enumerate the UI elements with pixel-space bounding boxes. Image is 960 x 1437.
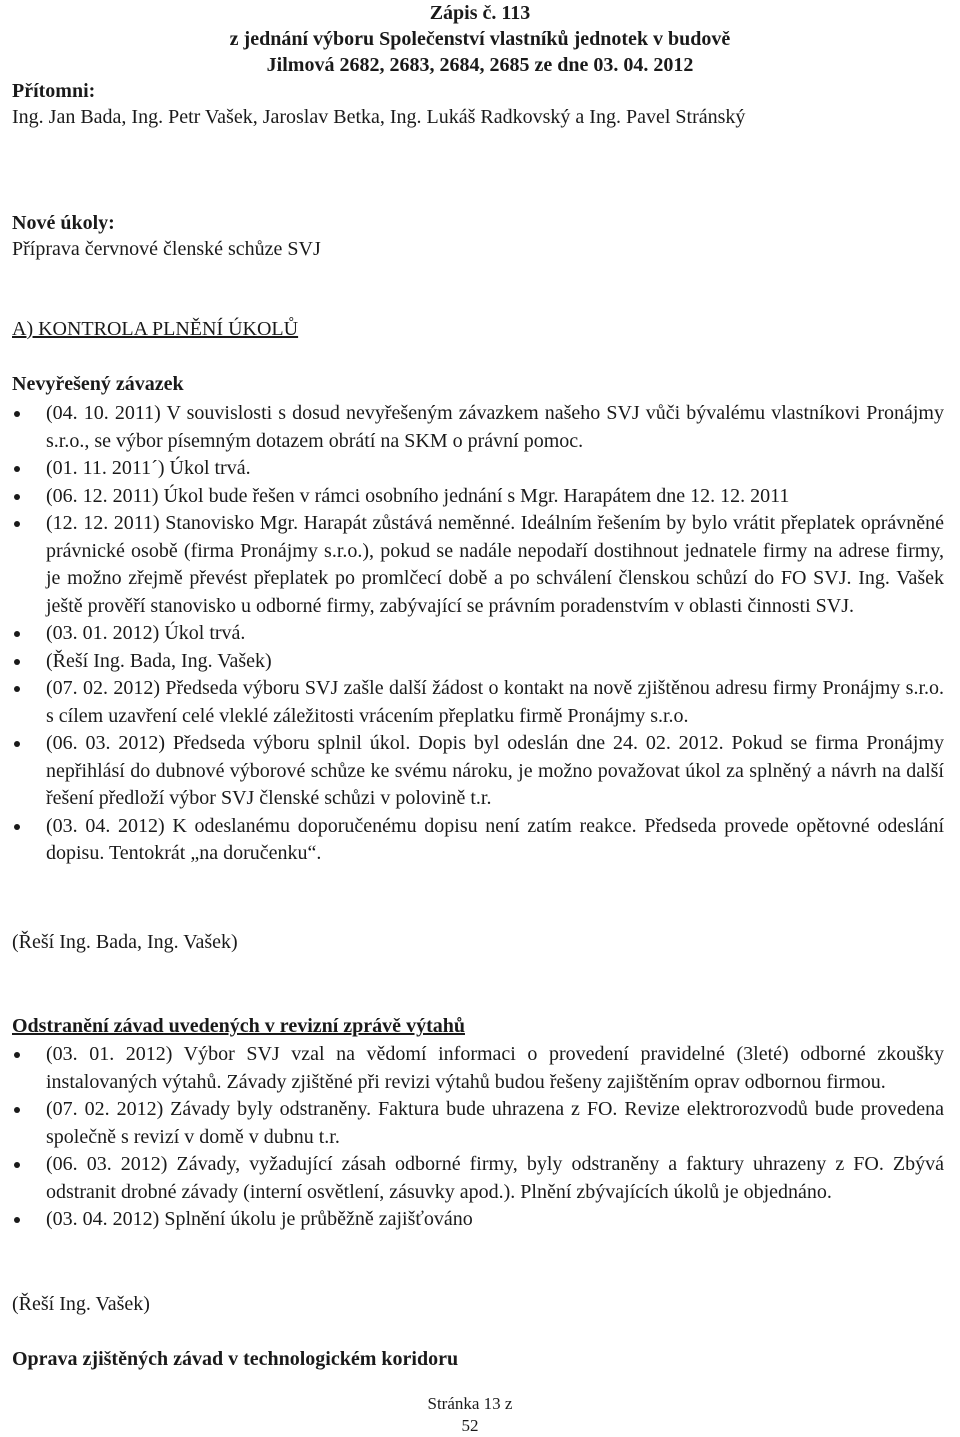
corridor-title: Oprava zjištěných závad v technologickém koridoru	[12, 1348, 459, 1370]
list-item: (01. 11. 2011´) Úkol trvá.	[0, 455, 960, 483]
list-item: (06. 12. 2011) Úkol bude řešen v rámci osobního jednání s Mgr. Harapátem dne 12. 12. 2011	[0, 483, 960, 511]
bullet-icon	[14, 494, 20, 500]
bullet-icon	[14, 1107, 20, 1113]
list-item: (03. 04. 2012) Splnění úkolu je průběžně zajišťováno	[0, 1206, 960, 1234]
new-tasks-text: Příprava červnové členské schůze SVJ	[12, 238, 321, 260]
bullet-icon	[14, 631, 20, 637]
minutes-address-date: Jilmová 2682, 2683, 2684, 2685 ze dne 03. 04. 2012	[266, 54, 694, 76]
page-footer	[0, 1393, 940, 1437]
minutes-subtitle: z jednání výboru Společenství vlastníků jednotek v budově	[229, 28, 731, 50]
present-label: Přítomni:	[12, 80, 96, 102]
list-item: (12. 12. 2011) Stanovisko Mgr. Harapát zůstává neměnné. Ideálním řešením by bylo vrátit přeplatek oprávněné právnické osobě (firma Pronájmy s.r.o.), pokud se nadále nepodaří dostihnout jednatele firmy na adrese firmy, je možno zřejmě převést přeplatek po promlčecí době a po schválení členskou schůzí do FO SVJ. Ing. Vašek ještě prověří stanovisko u odborné firmy, zabývající se právním poradenstvím v oblasti činnosti SVJ.	[0, 510, 960, 620]
list-item: (07. 02. 2012) Předseda výboru SVJ zašle další žádost o kontakt na nově zjištěnou adresu firmy Pronájmy s.r.o. s cílem uzavření celé vleklé záležitosti vrácením přeplatku firmě Pronájmy s.r.o.	[0, 675, 960, 730]
bullet-icon	[14, 521, 20, 527]
obligation-responsible: (Řeší Ing. Bada, Ing. Vašek)	[12, 931, 238, 953]
bullet-icon	[14, 659, 20, 665]
bullet-icon	[14, 466, 20, 472]
document-header	[0, 0, 960, 78]
bullet-icon	[14, 824, 20, 830]
list-item: (04. 10. 2011) V souvislosti s dosud nevyřešeným závazkem našeho SVJ vůči bývalému vlastníkovi Pronájmy s.r.o., se výbor písemným dotazem obrátí na SKM o právní pomoc.	[0, 400, 960, 455]
list-item: (03. 01. 2012) Úkol trvá.	[0, 620, 960, 648]
bullet-icon	[14, 1052, 20, 1058]
elevators-responsible: (Řeší Ing. Vašek)	[12, 1293, 150, 1315]
bullet-icon	[14, 1162, 20, 1168]
present-names: Ing. Jan Bada, Ing. Petr Vašek, Jaroslav Betka, Ing. Lukáš Radkovský a Ing. Pavel Stránský	[12, 106, 746, 128]
page-total: 52	[461, 1416, 479, 1435]
obligation-list	[0, 400, 960, 868]
list-item: (Řeší Ing. Bada, Ing. Vašek)	[0, 648, 960, 676]
list-item: (06. 03. 2012) Předseda výboru splnil úkol. Dopis byl odeslán dne 24. 02. 2012. Pokud se firma Pronájmy nepřihlásí do dubnové výborové schůze ke svému nároku, je možno považovat úkol za splněný a návrh na další řešení předloží výbor SVJ členské schůzi v polovině t.r.	[0, 730, 960, 813]
bullet-icon	[14, 1217, 20, 1223]
bullet-icon	[14, 686, 20, 692]
elevators-title: Odstranění závad uvedených v revizní zprávě výtahů	[12, 1015, 465, 1037]
section-a-title: A) KONTROLA PLNĚNÍ ÚKOLŮ	[12, 318, 299, 340]
list-item: (06. 03. 2012) Závady, vyžadující zásah odborné firmy, byly odstraněny a faktury uhrazeny z FO. Zbývá odstranit drobné závady (interní osvětlení, zásuvky apod.). Plnění zbývajících úkolů je objednáno.	[0, 1151, 960, 1206]
list-item: (03. 04. 2012) K odeslanému doporučenému dopisu není zatím reakce. Předseda provede opětovné odeslání dopisu. Tentokrát „na doručenku“.	[0, 813, 960, 868]
bullet-icon	[14, 411, 20, 417]
list-item: (03. 01. 2012) Výbor SVJ vzal na vědomí informaci o provedení pravidelné (3leté) odborné zkoušky instalovaných výtahů. Závady zjištěné při revizi výtahů budou řešeny zajištěním oprav odbornou firmou.	[0, 1041, 960, 1096]
elevators-list	[0, 1041, 960, 1234]
minutes-number: Zápis č. 113	[429, 2, 531, 24]
new-tasks-label: Nové úkoly:	[12, 212, 115, 234]
bullet-icon	[14, 741, 20, 747]
obligation-title: Nevyřešený závazek	[12, 373, 184, 395]
page-number-label: Stránka 13 z	[427, 1394, 513, 1413]
list-item: (07. 02. 2012) Závady byly odstraněny. Faktura bude uhrazena z FO. Revize elektrorozvodů bude provedena společně s revizí v domě v dubnu t.r.	[0, 1096, 960, 1151]
